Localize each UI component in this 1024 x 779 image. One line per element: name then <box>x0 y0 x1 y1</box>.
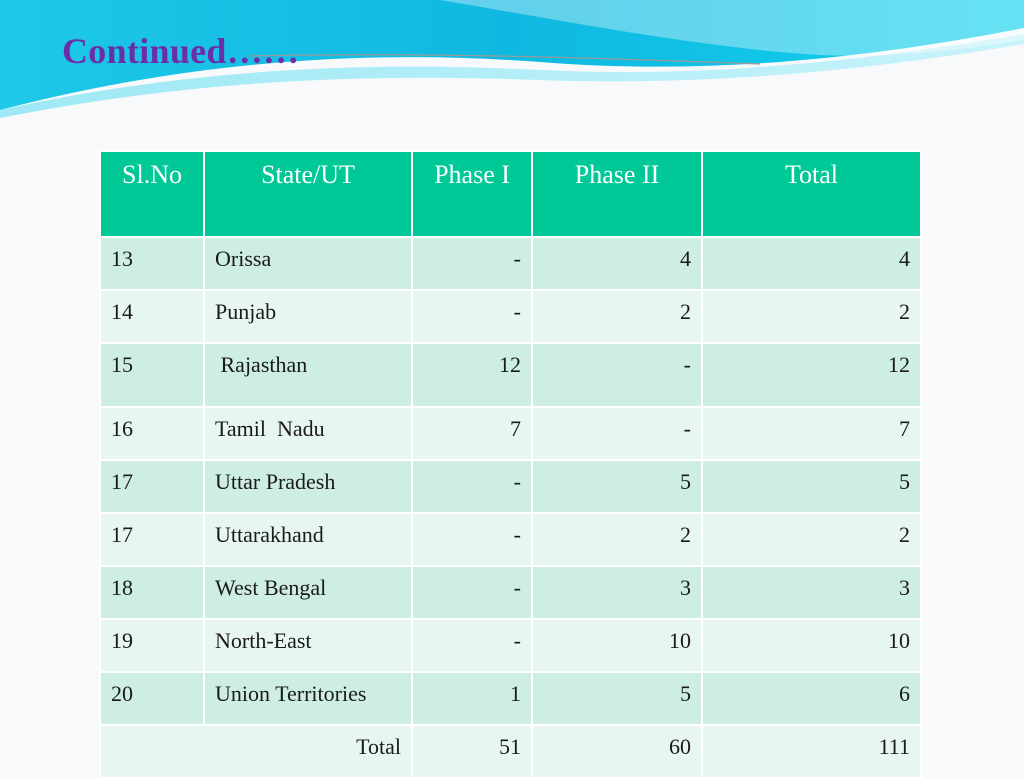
cell-phase-1: 7 <box>412 407 532 460</box>
cell-total: 12 <box>702 343 921 407</box>
table-row <box>100 343 921 407</box>
table-row <box>100 672 921 725</box>
cell-phase-1: 1 <box>412 672 532 725</box>
cell-state: North-East <box>204 619 412 672</box>
cell-phase-2: 2 <box>532 290 702 343</box>
cell-phase-1: 12 <box>412 343 532 407</box>
header-phase-1: Phase I <box>412 151 532 237</box>
cell-state: Rajasthan <box>204 343 412 407</box>
cell-total: 3 <box>702 566 921 619</box>
cell-state: Punjab <box>204 290 412 343</box>
cell-total: 7 <box>702 407 921 460</box>
total-label: Total <box>100 725 412 778</box>
slide-title: Continued…… <box>62 31 300 71</box>
header-phase-2: Phase II <box>532 151 702 237</box>
table-row <box>100 407 921 460</box>
table-row <box>100 566 921 619</box>
cell-phase-2: 5 <box>532 672 702 725</box>
cell-sl-no: 20 <box>100 672 204 725</box>
table-row <box>100 619 921 672</box>
cell-phase-2: - <box>532 407 702 460</box>
total-total: 111 <box>702 725 921 778</box>
cell-phase-2: 5 <box>532 460 702 513</box>
cell-state: Tamil Nadu <box>204 407 412 460</box>
cell-total: 6 <box>702 672 921 725</box>
cell-state: Uttarakhand <box>204 513 412 566</box>
cell-sl-no: 18 <box>100 566 204 619</box>
cell-total: 4 <box>702 237 921 290</box>
cell-sl-no: 16 <box>100 407 204 460</box>
table-row <box>100 460 921 513</box>
cell-state: Orissa <box>204 237 412 290</box>
header-total: Total <box>702 151 921 237</box>
cell-state: West Bengal <box>204 566 412 619</box>
header-state-ut: State/UT <box>204 151 412 237</box>
cell-phase-2: 2 <box>532 513 702 566</box>
header-sl-no: Sl.No <box>100 151 204 237</box>
cell-phase-1: - <box>412 566 532 619</box>
table-row <box>100 290 921 343</box>
phase-table <box>99 150 922 779</box>
cell-phase-1: - <box>412 460 532 513</box>
cell-phase-1: - <box>412 513 532 566</box>
cell-sl-no: 15 <box>100 343 204 407</box>
table-total-row <box>100 725 921 778</box>
cell-state: Union Territories <box>204 672 412 725</box>
cell-sl-no: 14 <box>100 290 204 343</box>
cell-phase-1: - <box>412 290 532 343</box>
cell-total: 10 <box>702 619 921 672</box>
cell-phase-2: 10 <box>532 619 702 672</box>
cell-state: Uttar Pradesh <box>204 460 412 513</box>
table-row <box>100 237 921 290</box>
cell-sl-no: 17 <box>100 513 204 566</box>
cell-phase-2: - <box>532 343 702 407</box>
cell-phase-1: - <box>412 237 532 290</box>
cell-sl-no: 13 <box>100 237 204 290</box>
cell-phase-2: 4 <box>532 237 702 290</box>
cell-total: 5 <box>702 460 921 513</box>
table-row <box>100 513 921 566</box>
cell-sl-no: 19 <box>100 619 204 672</box>
cell-total: 2 <box>702 513 921 566</box>
table-header-row <box>100 151 921 237</box>
cell-phase-1: - <box>412 619 532 672</box>
cell-sl-no: 17 <box>100 460 204 513</box>
total-phase-1: 51 <box>412 725 532 778</box>
total-phase-2: 60 <box>532 725 702 778</box>
cell-total: 2 <box>702 290 921 343</box>
cell-phase-2: 3 <box>532 566 702 619</box>
